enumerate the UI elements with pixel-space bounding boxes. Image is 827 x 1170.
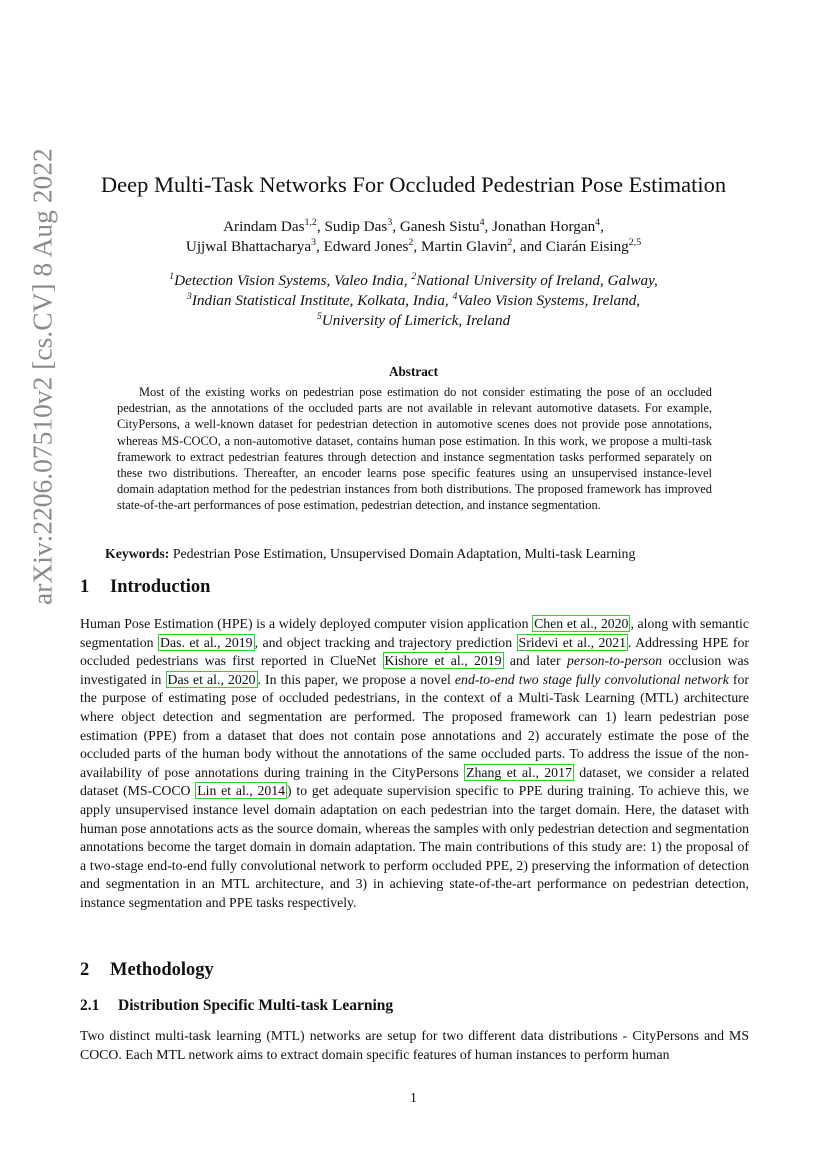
section-introduction-heading bbox=[80, 577, 210, 598]
section-title: Methodology bbox=[110, 960, 214, 980]
keywords bbox=[105, 545, 745, 563]
affiliation-mark: 5 bbox=[316, 310, 322, 322]
citation-link[interactable]: Zhang et al., 2017 bbox=[466, 764, 572, 780]
author-affiliation-mark: 2,5 bbox=[628, 236, 642, 248]
author-affiliation-mark: 2 bbox=[408, 236, 414, 248]
affiliation-text: Detection Vision Systems, Valeo India, bbox=[174, 272, 412, 289]
subsection-heading bbox=[80, 997, 393, 1015]
introduction-paragraph: Human Pose Estimation (HPE) is a widely deployed computer vision application Chen et al., 2020 , along with semantic segmentation Das. et al., 2019 , and object tracking and trajectory prediction Sridevi et al., 2021 . Addressing HPE for occluded pedestrians was first reported in ClueNet Kishore et al., 2019 and later person-to-person occlusion was investigated in Das et al., 2020 . In this paper, we propose a novel end-to-end two stage fully convolutional network for the purpose of estimating pose of occluded pedestrians, in the context of a Multi-Task Learning (MTL) architecture where object detection and segmentation are performed. The proposed framework can 1) learn pedestrian pose estimation (PPE) from a dataset that does not contain pose annotations and 2) accurately estimate the pose of the occluded parts of the human body without the annotations of the same occluded parts. To address the issue of the non-availability of pose annotations during training in the CityPersons Zhang et al., 2017 dataset, we consider a related dataset (MS-COCO Lin et al., 2014 ) to get adequate supervision specific to PPE during training. To achieve this, we apply unsupervised instance level domain adaptation on each pedestrian into the target domain. Here, the dataset with human pose annotations acts as the source domain, whereas the samples with only pedestrian detection and segmentation annotations become the target domain in domain adaptation. The main contributions of this study are: 1) the proposal of a two-stage end-to-end fully convolutional network to perform occluded PPE, 2) preserving the information of detection and segmentation in an MTL architecture, and 3) in achieving state-of-the-art performance on pedestrian detection, instance segmentation and PPE tasks respectively. bbox=[80, 616, 749, 910]
affiliation-text: University of Limerick, Ireland bbox=[321, 312, 511, 329]
keywords-text: Pedestrian Pose Estimation, Unsupervised Domain Adaptation, Multi-task Learning bbox=[169, 546, 636, 561]
author-line-2: Ujjwal Bhattacharya$^3$, Edward Jones$^2$, Martin Glavin$^2$, and Ciarán Eising$^{2,5}$ bbox=[185, 236, 642, 255]
author-affiliation-mark: 2 bbox=[507, 236, 513, 248]
keywords-label: Keywords: bbox=[105, 546, 170, 561]
affiliation-line-2 bbox=[60, 291, 767, 311]
author-list bbox=[60, 217, 767, 257]
author-affiliation-mark: 3 bbox=[311, 236, 317, 248]
section-number: 2 bbox=[80, 960, 90, 980]
citation-link[interactable]: Kishore et al., 2019 bbox=[384, 653, 502, 669]
affiliations bbox=[60, 271, 767, 331]
affiliation-text: Valeo Vision Systems, Ireland, bbox=[457, 292, 641, 309]
author-affiliation-mark: 3 bbox=[387, 216, 393, 228]
emphasis: end-to-end two stage fully convolutional network bbox=[454, 671, 729, 687]
author-affiliation-mark: 1,2 bbox=[304, 216, 317, 228]
citation-link[interactable]: Chen et al., 2020 bbox=[534, 616, 629, 631]
citation-link[interactable]: Lin et al., 2014 bbox=[197, 783, 286, 799]
author-name: Ciarán Eising bbox=[545, 238, 629, 255]
author-name: Jonathan Horgan bbox=[492, 218, 596, 235]
citation-link[interactable]: Sridevi et al., 2021 bbox=[518, 634, 627, 650]
affiliation-mark: 2 bbox=[411, 270, 417, 282]
affiliation-mark: 4 bbox=[452, 290, 458, 302]
author-line-1: Arindam Das$^{1,2}$, Sudip Das$^3$, Ganesh Sistu$^4$, Jonathan Horgan$^4$, bbox=[223, 216, 604, 235]
affiliation-line-1 bbox=[60, 271, 767, 291]
paper-title: Deep Multi-Task Networks For Occluded Pedestrian Pose Estimation bbox=[100, 172, 727, 197]
author-name: Ujjwal Bhattacharya bbox=[185, 238, 312, 255]
affiliation-mark: 3 bbox=[186, 290, 192, 302]
arxiv-watermark: arXiv:2206.07510v2 [cs.CV] 8 Aug 2022 bbox=[26, 148, 58, 605]
abstract-heading: Abstract bbox=[388, 364, 439, 379]
section-methodology-heading bbox=[80, 960, 214, 981]
subsection-number: 2.1 bbox=[80, 997, 100, 1014]
author-name: Edward Jones bbox=[323, 238, 409, 255]
emphasis: person-to-person bbox=[566, 653, 663, 669]
affiliation-line-3 bbox=[60, 311, 767, 331]
author-affiliation-mark: 4 bbox=[595, 216, 601, 228]
affiliation-mark: 1 bbox=[169, 270, 175, 282]
subsection-title: Distribution Specific Multi-task Learning bbox=[118, 997, 394, 1014]
methodology-paragraph: Two distinct multi-task learning (MTL) networks are setup for two different data distributions - CityPersons and MS COCO. Each MTL network aims to extract domain specific features of human instances to perform human bbox=[80, 1028, 749, 1062]
page-number: 1 bbox=[410, 1090, 417, 1105]
section-number: 1 bbox=[80, 577, 90, 597]
author-name: Sudip Das bbox=[324, 218, 388, 235]
citation-link[interactable]: Das. et al., 2019 bbox=[160, 634, 253, 650]
abstract-text: Most of the existing works on pedestrian pose estimation do not consider estimating the pose of an occluded pedestrian, as the annotations of the occluded parts are not available in relevant automotive datasets. For example, CityPersons, a well-known dataset for pedestrian detection in automotive scenes does not provide pose annotations, whereas MS-COCO, a non-automotive dataset, contains human pose estimation. In this work, we propose a multi-task framework to extract pedestrian features through detection and instance segmentation tasks performed separately on these two distributions. Thereafter, an encoder learns pose specific features using an unsupervised instance-level domain adaptation method for the pedestrian instances from both distributions. The proposed framework has improved state-of-the-art performances of pose estimation, pedestrian detection, and instance segmentation. bbox=[117, 385, 712, 513]
affiliation-text: National University of Ireland, Galway, bbox=[416, 272, 658, 289]
citation-link[interactable]: Das et al., 2020 bbox=[167, 671, 256, 687]
affiliation-text: Indian Statistical Institute, Kolkata, India, bbox=[191, 292, 453, 309]
section-title: Introduction bbox=[110, 577, 211, 597]
author-name: Martin Glavin bbox=[420, 238, 508, 255]
author-name: Ganesh Sistu bbox=[399, 218, 480, 235]
author-name: Arindam Das bbox=[223, 218, 305, 235]
author-affiliation-mark: 4 bbox=[479, 216, 485, 228]
